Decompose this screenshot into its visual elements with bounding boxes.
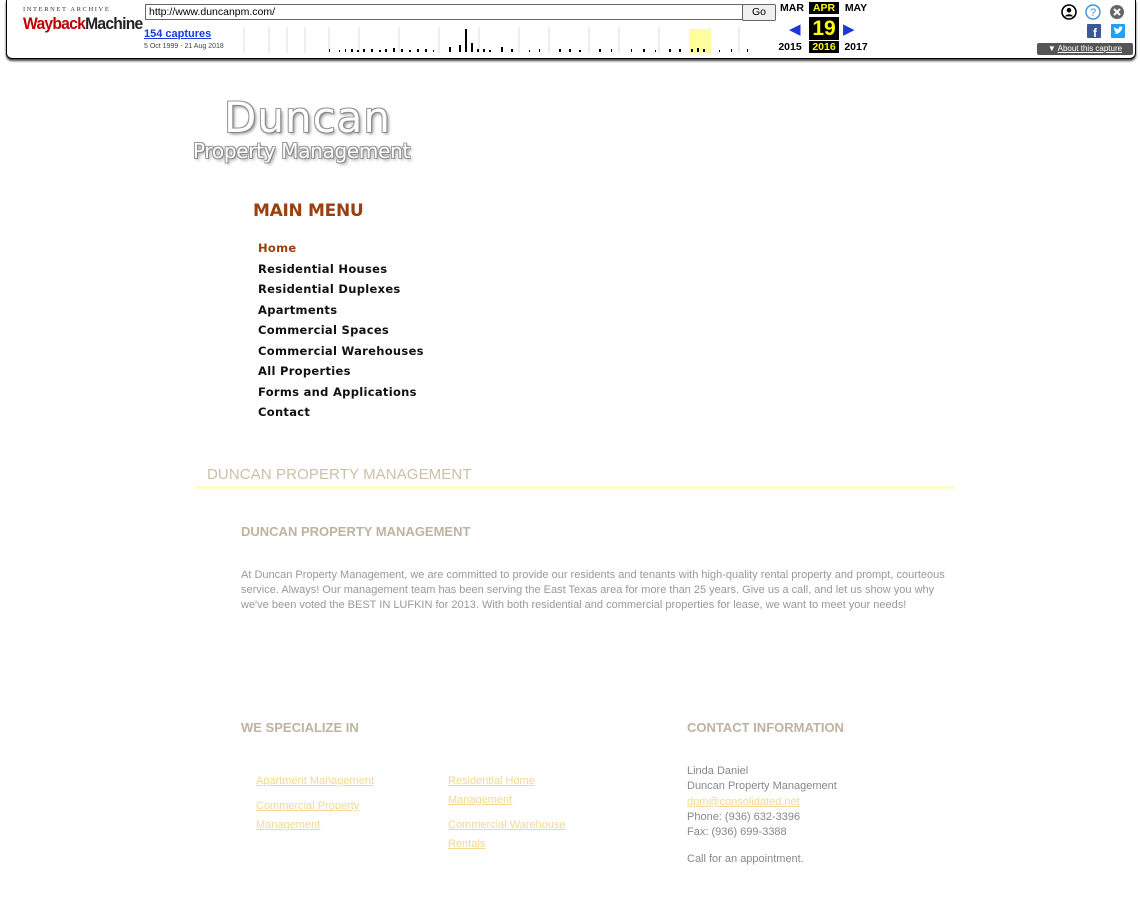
site-logo-tagline[interactable]: Property Management [193, 139, 411, 163]
facebook-icon[interactable] [1087, 24, 1101, 38]
wayback-machine-wordmark: WaybackMachine [23, 14, 143, 33]
title-divider [195, 486, 955, 489]
contact-heading: CONTACT INFORMATION [687, 720, 844, 735]
twitter-icon[interactable] [1111, 24, 1125, 38]
menu-item-residential-houses[interactable]: Residential Houses [258, 261, 388, 276]
current-year-label: 2016 [809, 41, 839, 53]
next-year-label[interactable]: 2017 [844, 41, 868, 53]
menu-item-all-properties[interactable]: All Properties [258, 364, 351, 378]
wayback-logo[interactable] [23, 6, 143, 33]
intro-heading: DUNCAN PROPERTY MANAGEMENT [241, 524, 471, 539]
menu-item-commercial-warehouses[interactable]: Commercial Warehouses [258, 343, 424, 358]
contact-name: Linda Daniel [687, 765, 749, 777]
contact-email-link[interactable]: dpm@consolidated.net [687, 795, 800, 808]
contact-company: Duncan Property Management [687, 780, 837, 793]
specialize-column-1 [256, 772, 391, 841]
about-capture-toggle[interactable]: ▼ About this capture [1037, 43, 1133, 55]
specialize-column-2 [448, 772, 583, 860]
menu-item-forms-applications[interactable]: Forms and Applications [258, 384, 417, 399]
site-logo-duncan[interactable]: Duncan [224, 93, 392, 142]
capture-sparkline[interactable] [239, 27, 757, 53]
help-icon[interactable] [1085, 4, 1101, 20]
page-title: DUNCAN PROPERTY MANAGEMENT [207, 466, 472, 483]
svg-text:f: f [1093, 26, 1097, 38]
contact-phone: Phone: (936) 632-3396 [687, 810, 801, 823]
current-day: 19 [809, 17, 839, 40]
capture-date-range: 5 Oct 1999 - 21 Aug 2018 [144, 43, 224, 50]
main-menu-title: MAIN MENU [253, 201, 364, 221]
menu-item-contact[interactable]: Contact [258, 405, 311, 419]
residential-home-management-link[interactable]: Residential Home Management [448, 775, 535, 806]
menu-item-apartments[interactable]: Apartments [258, 302, 338, 317]
apartment-management-link[interactable]: Apartment Management [256, 775, 375, 787]
wayback-url-input[interactable]: http://www.duncanpm.com/ [145, 4, 743, 20]
next-month-label[interactable]: MAY [844, 2, 868, 14]
prev-capture-arrow-icon[interactable]: ◀ [789, 21, 801, 38]
commercial-warehouse-rentals-link[interactable]: Commercial Warehouse Rentals [448, 819, 566, 850]
prev-year-label[interactable]: 2015 [778, 41, 802, 53]
wayback-toolbar [6, 0, 1136, 59]
contact-info [687, 764, 837, 868]
next-capture-arrow-icon[interactable]: ▶ [843, 21, 855, 38]
contact-note: Call for an appointment. [687, 853, 804, 866]
go-button[interactable]: Go [742, 4, 776, 21]
commercial-property-management-link[interactable]: Commercial Property Management [256, 800, 360, 831]
specialize-heading: WE SPECIALIZE IN [241, 720, 359, 735]
menu-item-commercial-spaces[interactable]: Commercial Spaces [258, 323, 390, 337]
intro-paragraph: At Duncan Property Management, we are committed to provide our residents and tenants with high-quality rental property and prompt, courteous service. Always! Our management team has been serving the East Texas area for more than 25 years. Give us a call, and let us show you why we've been voted the BEST IN LUFKIN for 2013. With both residential and commercial properties for lease, we want to meet your needs! [241, 569, 945, 612]
captures-link[interactable]: 154 captures [144, 28, 212, 40]
svg-text:?: ? [1089, 7, 1097, 19]
prev-month-label[interactable]: MAR [780, 2, 804, 14]
menu-item-home[interactable]: Home [258, 241, 297, 255]
internet-archive-label: INTERNET ARCHIVE [23, 6, 111, 13]
close-icon[interactable] [1109, 4, 1125, 20]
user-icon[interactable] [1061, 4, 1077, 20]
menu-item-residential-duplexes[interactable]: Residential Duplexes [258, 282, 401, 296]
contact-fax: Fax: (936) 699-3388 [687, 826, 787, 839]
current-month-label: APR [809, 2, 839, 14]
main-menu [258, 240, 424, 425]
